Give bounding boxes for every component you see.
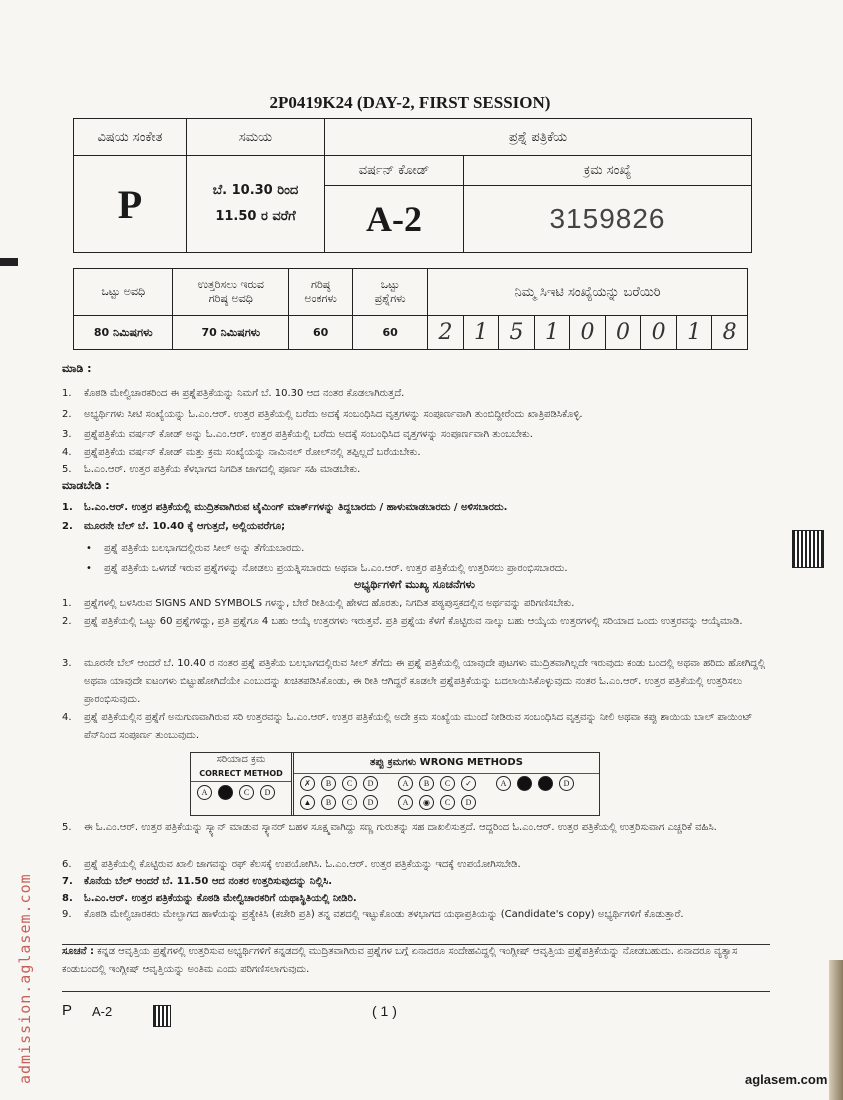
donts-item: 2. ಮೂರನೇ ಬೆಲ್ ಬೆ. 10.40 ಕ್ಕೆ ಆಗುತ್ತದೆ, ಅಲ್ಲಿಯವರೆಗೂ;: [62, 521, 286, 532]
answer-bubble: [538, 776, 553, 791]
subject-code-label: ವಿಷಯ ಸಂಕೇತ: [74, 119, 187, 156]
answer-bubble: D: [461, 795, 476, 810]
cet-digit[interactable]: 8: [712, 316, 748, 350]
cet-digit[interactable]: 0: [570, 316, 606, 350]
answer-bubble: C: [342, 776, 357, 791]
instruction-item: 8. ಓ.ಎಂ.ಆರ್. ಉತ್ತರ ಪತ್ರಿಕೆಯನ್ನು ಕೊಠಡಿ ಮೇಲ್ವಿಚಾರಕರಿಗೆ ಯಥಾಸ್ಥಿತಿಯಲ್ಲಿ ನೀಡಿರಿ.: [62, 893, 357, 904]
answer-bubble: C: [440, 795, 455, 810]
answer-bubble: A: [398, 795, 413, 810]
answer-bubble: D: [363, 776, 378, 791]
exam-details-table: [73, 268, 748, 350]
max-marks-label: [289, 269, 353, 316]
answer-bubble: ✗: [300, 776, 315, 791]
answer-bubble: [218, 785, 233, 800]
cet-number-label: ನಿಮ್ಮ ಸಿಇಟಿ ಸಂಖ್ಯೆಯನ್ನು ಬರೆಯಿರಿ: [428, 269, 748, 316]
answer-methods-box: [190, 752, 600, 816]
total-duration: 80 ನಿಮಿಷಗಳು: [74, 316, 173, 350]
max-marks-label-2: ಅಂಕಗಳು: [304, 292, 337, 305]
answer-bubble: [517, 776, 532, 791]
serial-number: 3159826: [464, 186, 752, 253]
time-from: ಬೆ. 10.30 ರಿಂದ: [212, 183, 299, 198]
answer-bubble: D: [260, 785, 275, 800]
note-text: ಕನ್ನಡ ಆವೃತ್ತಿಯ ಪ್ರಶ್ನೆಗಳಲ್ಲಿ ಉತ್ತರಿಸುವ ಅಭ್ಯರ್ಥಿಗಳಿಗೆ ಕನ್ನಡದಲ್ಲಿ ಮುದ್ರಿತವಾಗಿರುವ ಪ್ರಶ್ನೆಗಳ ಬಗ್ಗೆ ಏನಾದರೂ ಸಂದೇಹವಿದ್ದಲ್ಲಿ ಇಂಗ್ಲೀಷ್ ಆವೃತ್ತಿಯ ಪ್ರಶ್ನೆಪತ್ರಿಕೆಯನ್ನು ನೋಡಬಹುದು. ಏನಾದರೂ ವ್ಯತ್ಯಾಸ ಕಂಡುಬಂದಲ್ಲಿ ಇಂಗ್ಲೀಷ್ ಆವೃತ್ತಿಯನ್ನು ಅಂತಿಮ ಎಂದು ಪರಿಗಣಿಸಲಾಗುವುದು.: [62, 946, 738, 975]
exam-time: [187, 156, 325, 253]
dos-heading: ಮಾಡಿ :: [62, 362, 92, 375]
answer-duration: 70 ನಿಮಿಷಗಳು: [173, 316, 289, 350]
answer-bubble: ✓: [461, 776, 476, 791]
version-code-label: ವರ್ಷನ್ ಕೋಡ್: [325, 156, 464, 186]
answer-bubble: A: [197, 785, 212, 800]
serial-label: ಕ್ರಮ ಸಂಖ್ಯೆ: [464, 156, 752, 186]
qr-code-icon: [153, 1005, 171, 1027]
correct-bubbles: [191, 782, 291, 803]
answer-bubble: C: [342, 795, 357, 810]
paper-code-title: 2P0419K24 (DAY-2, FIRST SESSION): [269, 93, 551, 112]
cet-digit[interactable]: 5: [499, 316, 535, 350]
answer-bubble: A: [398, 776, 413, 791]
correct-method-label-en: CORRECT METHOD: [199, 769, 283, 778]
paper-info-table: [73, 118, 752, 253]
footer-version: A-2: [92, 1004, 113, 1019]
correct-method-header: [191, 753, 291, 782]
cet-digit[interactable]: 2: [428, 316, 464, 350]
answer-bubble: D: [363, 795, 378, 810]
answer-duration-label-2: ಗರಿಷ್ಠ ಅವಧಿ: [208, 292, 253, 305]
instruction-item: 7. ಕೊನೆಯ ಬೆಲ್ ಆಂದರೆ ಬೆ. 11.50 ಆದ ನಂತರ ಉತ್ತರಿಸುವುದನ್ನು ನಿಲ್ಲಿಸಿ.: [62, 876, 333, 887]
subject-code: P: [74, 156, 187, 253]
divider: [62, 991, 770, 992]
scan-edge-shadow: [829, 960, 843, 1100]
answer-bubble: C: [440, 776, 455, 791]
answer-bubble: D: [559, 776, 574, 791]
site-watermark: aglasem.com: [745, 1072, 828, 1087]
time-label: ಸಮಯ: [187, 119, 325, 156]
footer-subject: P: [62, 1002, 73, 1019]
wrong-methods: [294, 753, 599, 815]
instruction-item: 1. ಪ್ರಶ್ನೆಗಳಲ್ಲಿ ಬಳಸಿರುವ SIGNS AND SYMBOLS ಗಳನ್ನು, ಬೇರೆ ರೀತಿಯಲ್ಲಿ ಹೇಳದ ಹೊರತು, ನಿಗದಿತ ಪಠ್ಯಪುಸ್ತಕದಲ್ಲಿನ ಅರ್ಥವನ್ನು ಪರಿಗಣಿಸಬೇಕು.: [62, 598, 575, 609]
dos-item: 2. ಅಭ್ಯರ್ಥಿಗಳು ಸೀಟಿ ಸಂಖ್ಯೆಯನ್ನು ಓ.ಎಂ.ಆರ್. ಉತ್ತರ ಪತ್ರಿಕೆಯಲ್ಲಿ ಬರೆದು ಅದಕ್ಕೆ ಸಂಬಂಧಿಸಿದ ವೃತ್ತಗಳನ್ನು ಸಂಪೂರ್ಣವಾಗಿ ತುಂಬಿದ್ದೀರೆಂದು ಖಾತ್ರಿಪಡಿಸಿಕೊಳ್ಳಿ.: [62, 409, 583, 420]
instruction-item: 5. ಈ ಓ.ಎಂ.ಆರ್. ಉತ್ತರ ಪತ್ರಿಕೆಯನ್ನು ಸ್ಕ್ಯಾನ್ ಮಾಡುವ ಸ್ಕ್ಯಾನರ್ ಬಹಳ ಸೂಕ್ಷ್ಮವಾಗಿದ್ದು ಸಣ್ಣ ಗುರುತನ್ನು ಸಹ ದಾಖಲಿಸುತ್ತದೆ. ಆದ್ದರಿಂದ ಓ.ಎಂ.ಆರ್. ಉತ್ತರ ಪತ್ರಿಕೆಯಲ್ಲಿ ಉತ್ತರಿಸುವಾಗ ಎಚ್ಚರಿಕೆ ವಹಿಸಿ.: [62, 822, 717, 833]
dos-item: 5. ಓ.ಎಂ.ಆರ್. ಉತ್ತರ ಪತ್ರಿಕೆಯ ಕೆಳಭಾಗದ ನಿಗದಿತ ಜಾಗದಲ್ಲಿ ಪೂರ್ಣ ಸಹಿ ಮಾಡಬೇಕು.: [62, 464, 361, 475]
instruction-item: 6. ಪ್ರಶ್ನೆ ಪತ್ರಿಕೆಯಲ್ಲಿ ಕೊಟ್ಟಿರುವ ಖಾಲಿ ಜಾಗವನ್ನು ರಫ್ ಕೆಲಸಕ್ಕೆ ಉಪಯೋಗಿಸಿ. ಓ.ಎಂ.ಆರ್. ಉತ್ತರ ಪತ್ರಿಕೆಯನ್ನು ಇದಕ್ಕೆ ಉಪಯೋಗಿಸಬೇಡಿ.: [62, 859, 521, 870]
answer-bubble: ◉: [419, 795, 434, 810]
correct-method-label-kn: ಸರಿಯಾದ ಕ್ರಮ: [216, 754, 266, 765]
paper-label: ಪ್ರಶ್ನೆ ಪತ್ರಿಕೆಯ: [325, 119, 752, 156]
instruction-item: 2. ಪ್ರಶ್ನೆ ಪತ್ರಿಕೆಯಲ್ಲಿ ಒಟ್ಟು 60 ಪ್ರಶ್ನೆಗಳಿದ್ದು, ಪ್ರತಿ ಪ್ರಶ್ನೆಗೂ 4 ಬಹು ಆಯ್ಕೆ ಉತ್ತರಗಳು ಇರುತ್ತವೆ. ಪ್ರತಿ ಪ್ರಶ್ನೆಯ ಕೆಳಗೆ ಕೊಟ್ಟಿರುವ ನಾಲ್ಕು ಬಹು ಆಯ್ಕೆಯ ಉತ್ತರಗಳಲ್ಲಿ ಸರಿಯಾದ ಒಂದು ಉತ್ತರವನ್ನು ಆಯ್ಕೆಮಾಡಿ.: [62, 616, 743, 627]
wrong-bubbles-row: [294, 774, 599, 793]
answer-bubble: ▲: [300, 795, 315, 810]
cet-digit[interactable]: 0: [641, 316, 677, 350]
instruction-item: 4. ಪ್ರಶ್ನೆ ಪತ್ರಿಕೆಯಲ್ಲಿನ ಪ್ರಶ್ನೆಗೆ ಅನುಗುಣವಾಗಿರುವ ಸರಿ ಉತ್ತರವನ್ನು ಓ.ಎಂ.ಆರ್. ಉತ್ತರ ಪತ್ರಿಕೆಯಲ್ಲಿ ಅದೇ ಕ್ರಮ ಸಂಖ್ಯೆಯ ಮುಂದೆ ನೀಡಿರುವ ಸಂಬಂಧಿಸಿದ ವೃತ್ತವನ್ನು ನೀಲಿ ಅಥವಾ ಕಪ್ಪು ಶಾಯಿಯ ಬಾಲ್ ಪಾಯಿಂಟ್ ಪೆನ್‌ನಿಂದ ಸಂಪೂರ್ಣ ತುಂಬುವುದು.: [62, 712, 753, 741]
wrong-bubbles-row: [294, 793, 599, 812]
max-marks-label-1: ಗರಿಷ್ಠ: [311, 278, 331, 291]
cet-digit[interactable]: 1: [534, 316, 570, 350]
page-number: ( 1 ): [372, 1003, 397, 1019]
max-marks: 60: [289, 316, 353, 350]
total-duration-label: ಒಟ್ಟು ಅವಧಿ: [74, 269, 173, 316]
note-label: ಸೂಚನೆ :: [62, 946, 94, 957]
total-questions-label-2: ಪ್ರಶ್ನೆಗಳು: [374, 292, 406, 305]
time-to: 11.50 ರ ವರೆಗೆ: [215, 209, 296, 224]
dos-item: 1. ಕೊಠಡಿ ಮೇಲ್ವಿಚಾರಕರಿಂದ ಈ ಪ್ರಶ್ನೆಪತ್ರಿಕೆಯನ್ನು ನಿಮಗೆ ಬೆ. 10.30 ಆದ ನಂತರ ಕೊಡಲಾಗಿರುತ್ತದೆ.: [62, 388, 405, 399]
donts-bullet: • ಪ್ರಶ್ನೆ ಪತ್ರಿಕೆಯ ಒಳಗಡೆ ಇರುವ ಪ್ರಶ್ನೆಗಳನ್ನು ನೋಡಲು ಪ್ರಯತ್ನಿಸಬಾರದು ಅಥವಾ ಓ.ಎಂ.ಆರ್. ಉತ್ತರ ಪತ್ರಿಕೆಯಲ್ಲಿ ಉತ್ತರಿಸಲು ಪ್ರಾರಂಭಿಸಬಾರದು.: [86, 563, 568, 574]
version-code: A-2: [325, 186, 464, 253]
instruction-item: 3. ಮೂರನೇ ಬೆಲ್ ಆಂದರೆ ಬೆ. 10.40 ರ ನಂತರ ಪ್ರಶ್ನೆ ಪತ್ರಿಕೆಯ ಬಲಭಾಗದಲ್ಲಿರುವ ಸೀಲ್ ತೆಗೆದು ಈ ಪ್ರಶ್ನೆ ಪತ್ರಿಕೆಯಲ್ಲಿ ಯಾವುದೇ ಪುಟಗಳು ಮುದ್ರಿತವಾಗಿಲ್ಲದೇ ಇರುವುದು ಕಂಡು ಬಂದಲ್ಲಿ ಅಥವಾ ಹರಿದು ಹೋಗಿದ್ದಲ್ಲಿ ಅಥವಾ ಯಾವುದೇ ಐಟಂಗಳು ಬಿಟ್ಟುಹೋಗಿದೆಯೇ ಎಂಬುದನ್ನು ಖಚಿತಪಡಿಸಿಕೊಂಡು, ಈ ರೀತಿ ಆಗಿದ್ದರೆ ಕೂಡಲೇ ಪ್ರಶ್ನೆಪತ್ರಿಕೆಯನ್ನು ಬದಲಾಯಿಸಿಕೊಳ್ಳುವುದು ನಂತರ ಓ.ಎಂ.ಆರ್. ಉತ್ತರ ಪತ್ರಿಕೆಯಲ್ಲಿ ಉತ್ತರಿಸಲು ಪ್ರಾರಂಭಿಸುವುದು.: [62, 658, 766, 705]
dos-item: 4. ಪ್ರಶ್ನೆಪತ್ರಿಕೆಯ ವರ್ಷನ್ ಕೋಡ್ ಮತ್ತು ಕ್ರಮ ಸಂಖ್ಯೆಯನ್ನು ನಾಮಿನಲ್ ರೋಲ್‌ನಲ್ಲಿ ತಪ್ಪಿಲ್ಲದೆ ಬರೆಯಬೇಕು.: [62, 447, 421, 458]
answer-duration-label: [173, 269, 289, 316]
answer-bubble: B: [419, 776, 434, 791]
qr-code-icon: [792, 530, 824, 568]
answer-bubble: B: [321, 776, 336, 791]
donts-heading: ಮಾಡಬೇಡಿ :: [62, 479, 110, 492]
donts-bullet: • ಪ್ರಶ್ನೆ ಪತ್ರಿಕೆಯ ಬಲಭಾಗದಲ್ಲಿರುವ ಸೀಲ್ ಅನ್ನು ತೆಗೆಯಬಾರದು.: [86, 543, 305, 554]
total-questions-label: [353, 269, 428, 316]
answer-bubble: C: [239, 785, 254, 800]
cet-digit[interactable]: 1: [676, 316, 712, 350]
answer-bubble: B: [321, 795, 336, 810]
instruction-item: 9. ಕೊಠಡಿ ಮೇಲ್ವಿಚಾರಕರು ಮೇಲ್ಭಾಗದ ಹಾಳೆಯನ್ನು ಪ್ರತ್ಯೇಕಿಸಿ (ಕಚೇರಿ ಪ್ರತಿ) ತನ್ನ ವಶದಲ್ಲಿ ಇಟ್ಟುಕೊಂಡು ತಳಭಾಗದ ಯಥಾಪ್ರತಿಯನ್ನು (Candidate's copy) ಅಭ್ಯರ್ಥಿಗಳಿಗೆ ಕೊಡುತ್ತಾರೆ.: [62, 909, 684, 920]
dos-item: 3. ಪ್ರಶ್ನೆಪತ್ರಿಕೆಯ ವರ್ಷನ್ ಕೋಡ್ ಅನ್ನು ಓ.ಎಂ.ಆರ್. ಉತ್ತರ ಪತ್ರಿಕೆಯಲ್ಲಿ ಬರೆದು ಅದಕ್ಕೆ ಸಂಬಂಧಿಸಿದ ವೃತ್ತಗಳನ್ನು ಸಂಪೂರ್ಣವಾಗಿ ತುಂಬಬೇಕು.: [62, 429, 533, 440]
correct-method: [191, 753, 294, 815]
cet-digit[interactable]: 1: [463, 316, 499, 350]
scan-edge-mark: [0, 258, 18, 266]
wrong-methods-label: ತಪ್ಪು ಕ್ರಮಗಳು WRONG METHODS: [294, 753, 599, 774]
vertical-watermark: admission.aglasem.com: [16, 873, 34, 1084]
instructions-heading: ಅಭ್ಯರ್ಥಿಗಳಿಗೆ ಮುಖ್ಯ ಸೂಚನೆಗಳು: [354, 578, 475, 591]
answer-duration-label-1: ಉತ್ತರಿಸಲು ಇರುವ: [197, 278, 264, 291]
cet-digit[interactable]: 0: [605, 316, 641, 350]
total-questions: 60: [353, 316, 428, 350]
total-questions-label-1: ಒಟ್ಟು: [380, 278, 400, 291]
answer-bubble: A: [496, 776, 511, 791]
donts-item: 1. ಓ.ಎಂ.ಆರ್. ಉತ್ತರ ಪತ್ರಿಕೆಯಲ್ಲಿ ಮುದ್ರಿತವಾಗಿರುವ ಟೈಮಿಂಗ್ ಮಾರ್ಕ್‌ಗಳನ್ನು ತಿದ್ದಬಾರದು / ಹಾಳುಮಾಡಬಾರದು / ಅಳಿಸಬಾರದು.: [62, 502, 508, 513]
note: [62, 943, 767, 979]
